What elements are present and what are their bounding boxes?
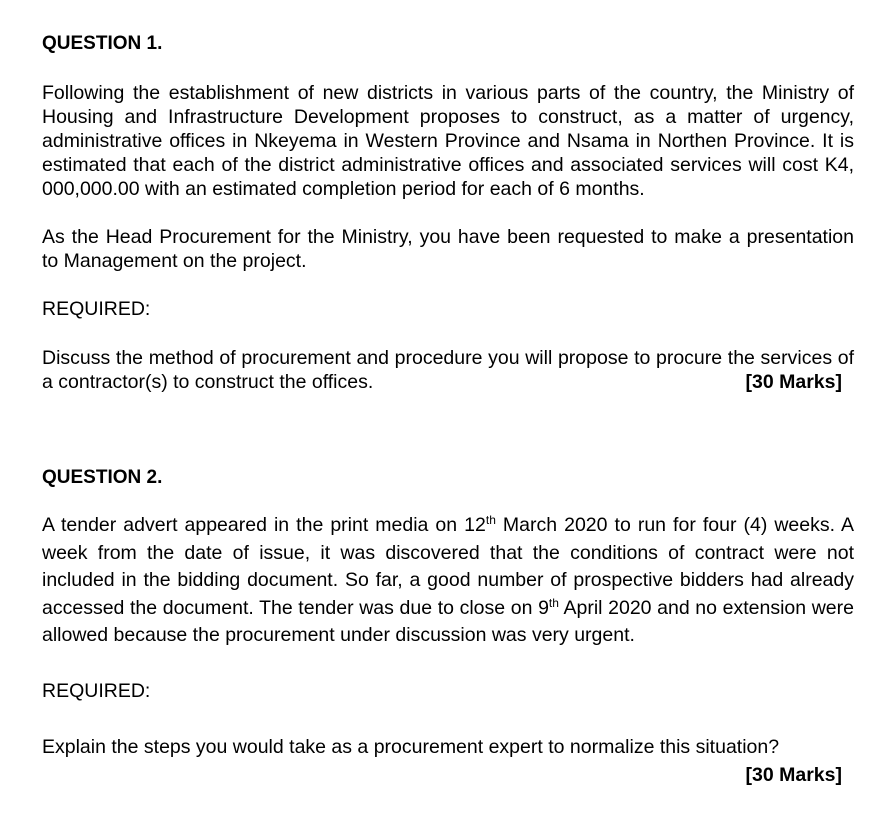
question-1-task xyxy=(42,346,854,394)
question-2-text-part-3: April 2020 and no extension were allowed because the procurement under discussion was very urgent. xyxy=(42,596,854,646)
question-1-heading: QUESTION 1. xyxy=(42,33,163,54)
question-1-task-text: Discuss the method of procurement and procedure you will propose to procure the services of a contractor(s) to construct the offices. xyxy=(42,347,854,393)
question-1-paragraph-1: Following the establishment of new districts in various parts of the country, the Ministry of Housing and Infrastructure Development proposes to construct, as a matter of urgency, administrative offices in Nkeyema in Western Province and Nsama in Northen Province. It is estimated that each of the district administrative offices and associated services will cost K4, 000,000.00 with an estimated completion period for each of 6 months. xyxy=(42,82,854,200)
question-1-paragraph-2: As the Head Procurement for the Ministry, you have been requested to make a presentation to Management on the project. xyxy=(42,226,854,272)
question-2-paragraph xyxy=(42,512,854,650)
question-2-required-label: REQUIRED: xyxy=(42,680,151,702)
question-2-heading: QUESTION 2. xyxy=(42,467,163,488)
question-1-required-label: REQUIRED: xyxy=(42,298,151,320)
question-1-marks: [30 Marks] xyxy=(745,371,842,393)
question-2-marks: [30 Marks] xyxy=(745,764,842,786)
question-2-task: Explain the steps you would take as a procurement expert to normalize this situation? xyxy=(42,736,780,758)
question-2-text-part-2: March 2020 to run for four (4) weeks. A week from the date of issue, it was discovered that the conditions of contract were not included in the bidding document. So far, a good number of prospective bidders had already accessed the document. The tender was due to close on 9 xyxy=(42,514,855,619)
question-2-text-part-1: A tender advert appeared in the print media on 12 xyxy=(42,514,486,536)
question-2-superscript-2: th xyxy=(548,595,559,610)
question-2-superscript-1: th xyxy=(485,513,496,527)
